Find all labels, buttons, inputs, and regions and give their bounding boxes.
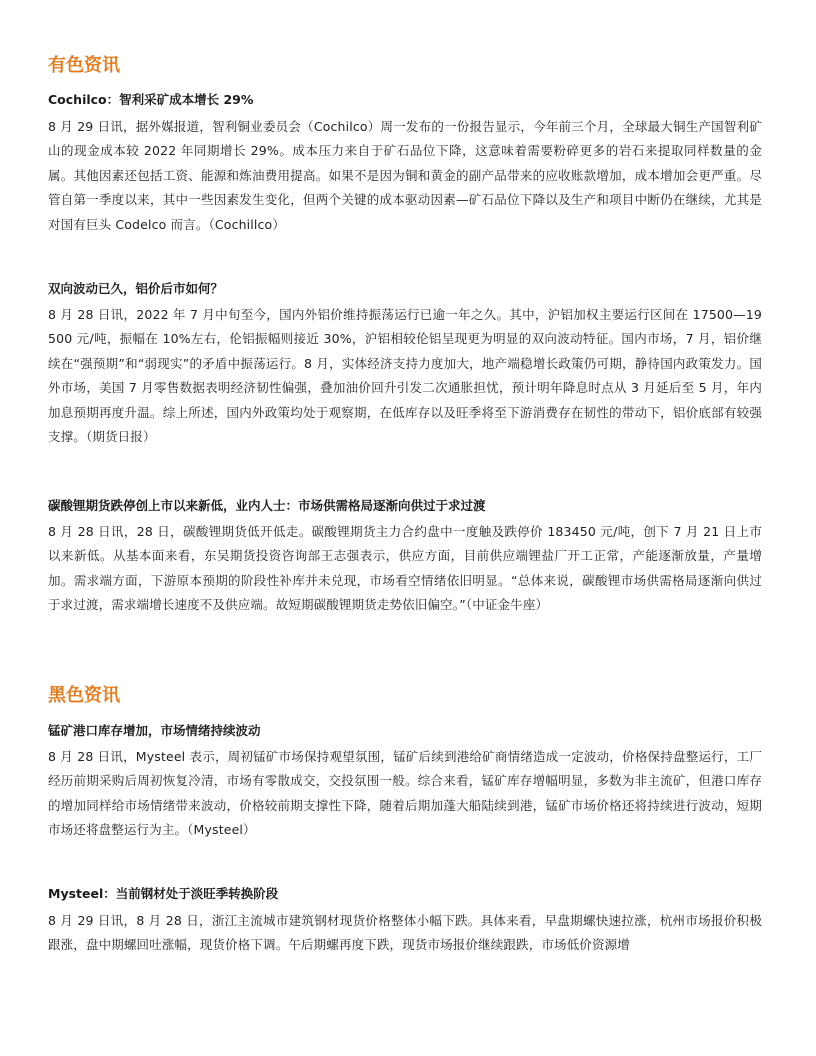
section-title-ferrous: 黑色资讯 — [48, 685, 120, 706]
article-title-cochilco: Cochilco：智利采矿成本增长 29% — [48, 92, 254, 107]
article-title-steel: Mysteel：当前钢材处于淡旺季转换阶段 — [48, 886, 279, 901]
article-body-manganese: 8 月 28 日讯，Mysteel 表示，周初锰矿市场保持观望氛围，锰矿后续到港给矿商情绪造成一定波动，价格保持盘整运行，工厂经历前期采购后周初恢复冷清，市场有零散成交，交投氛围一般。综合来看，锰矿库存增幅明显，多数为非主流矿，但港口库存的增加同样给市场情绪带来波动，价格较前期支撑性下降，随着后期加蓬大船陆续到港，锰矿市场价格还将持续进行波动，短期市场还将盘整运行为主。（Mysteel） — [48, 749, 762, 838]
article-body-steel: 8 月 29 日讯，8 月 28 日，浙江主流城市建筑钢材现货价格整体小幅下跌。具体来看，早盘期螺快速拉涨，杭州市场报价积极跟涨，盘中期螺回吐涨幅，现货价格下调。午后期螺再度下跌，现货市场报价继续跟跌，市场低价资源增 — [48, 913, 762, 953]
article-body-lithium: 8 月 28 日讯，28 日，碳酸锂期货低开低走。碳酸锂期货主力合约盘中一度触及跌停价 183450 元/吨，创下 7 月 21 日上市以来新低。从基本面来看，东吴期货投资咨询部王志强表示，供应方面，目前供应端锂盐厂开工正常，产能逐渐放量，产量增加。需求端方面，下游原本预期的阶段性补库并未兑现，市场看空情绪依旧明显。“总体来说，碳酸锂市场供需格局逐渐向供过于求过渡，需求端增长速度不及供应端。故短期碳酸锂期货走势依旧偏空。”（中证金牛座） — [48, 524, 762, 613]
article-title-manganese: 锰矿港口库存增加，市场情绪持续波动 — [48, 723, 261, 738]
article-title-lithium: 碳酸锂期货跌停创上市以来新低，业内人士：市场供需格局逐渐向供过于求过渡 — [48, 498, 486, 513]
article-title-aluminum: 双向波动已久，铝价后市如何？ — [48, 281, 224, 296]
section-title-nonferrous: 有色资讯 — [48, 55, 120, 76]
article-body-aluminum: 8 月 28 日讯，2022 年 7 月中旬至今，国内外铝价维持振荡运行已逾一年之久。其中，沪铝加权主要运行区间在 17500—19500 元/吨，振幅在 10%左右，伦铝振幅则接近 30%，沪铝相较伦铝呈现更为明显的双向波动特征。国内市场，7 月，铝价继续在“强预期”和“弱现实”的矛盾中振荡运行。8 月，实体经济支持力度加大，地产端稳增长政策仍可期，静待国内政策发力。国外市场，美国 7 月零售数据表明经济韧性偏强，叠加油价回升引发二次通胀担忧，预计明年降息时点从 3 月延后至 5 月，年内加息预期再度升温。综上所述，国内外政策均处于观察期，在低库存以及旺季将至下游消费存在韧性的带动下，铝价底部有较强支撑。（期货日报） — [48, 307, 762, 445]
article-body-cochilco: 8 月 29 日讯，据外媒报道，智利铜业委员会（Cochilco）周一发布的一份报告显示，今年前三个月，全球最大铜生产国智利矿山的现金成本较 2022 年同期增长 29%。成本压力来自于矿石品位下降，这意味着需要粉碎更多的岩石来提取同样数量的金属。其他因素还包括工资、能源和炼油费用提高。如果不是因为铜和黄金的副产品带来的应收账款增加，成本增加会更严重。尽管自第一季度以来，其中一些因素发生变化，但两个关键的成本驱动因素—矿石品位下降以及生产和项目中断仍在继续，尤其是对国有巨头 Codelco 而言。（Cochillco） — [48, 119, 762, 232]
